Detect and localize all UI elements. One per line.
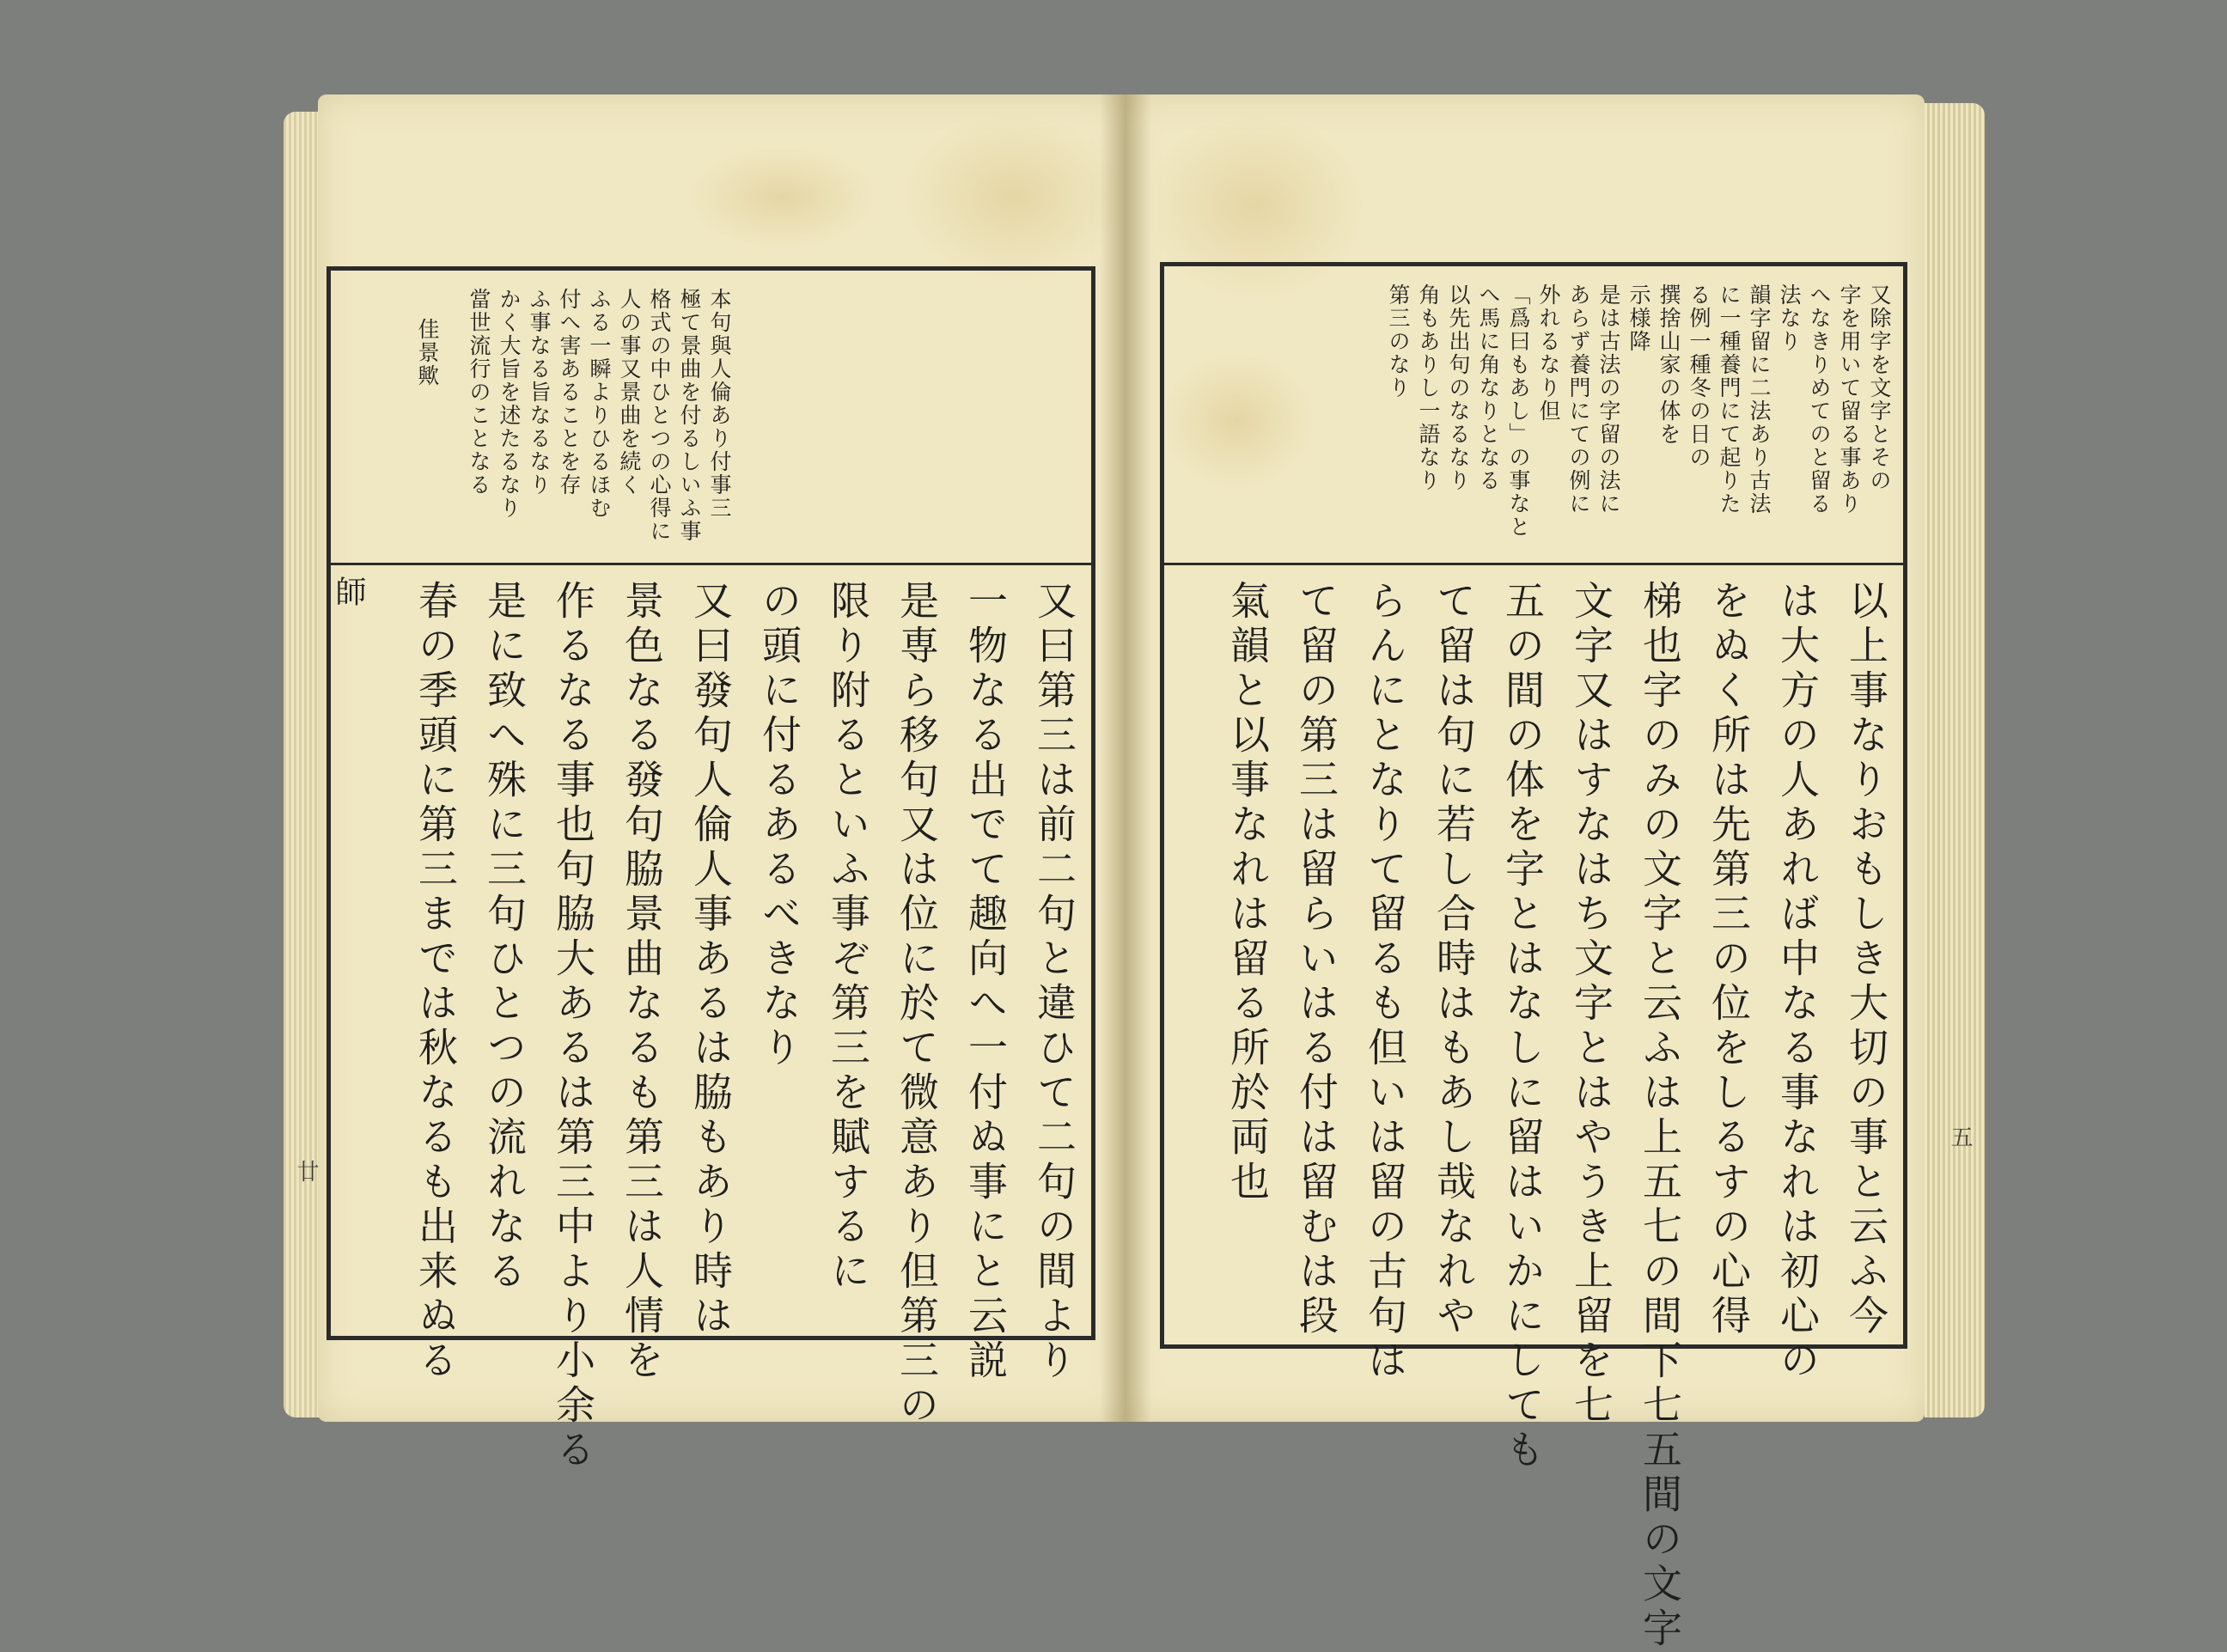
- left-header-divider: [331, 563, 1091, 565]
- note-line: 字を用いて留る事あり: [1837, 283, 1862, 515]
- note-line: 付へ害あることを存: [557, 288, 582, 497]
- page-stack-right: [1925, 103, 1985, 1417]
- note-line: ふ事なる旨なるなり: [527, 288, 552, 497]
- note-line: 「爲曰もあし」の事なと: [1506, 283, 1531, 539]
- note-line: に一種養門にて起りた: [1717, 283, 1742, 515]
- text-column: は大方の人あれば中なる事なれは初心の: [1774, 580, 1821, 1384]
- left-page-number: 廿: [293, 1160, 319, 1182]
- text-column: 又曰發句人倫人事あるは脇もあり時は: [687, 580, 734, 1339]
- text-column: 以上事なりおもしき大切の事と云ふ今: [1843, 580, 1889, 1339]
- note-line: あらず養門にての例に: [1566, 283, 1591, 515]
- note-line: 外れるなり但: [1536, 283, 1561, 423]
- note-line: 第三のなり: [1386, 283, 1411, 399]
- note-line: かく大旨を述たるなり: [497, 288, 522, 520]
- text-column: 五の間の体を字とはなしに留はいかにしても: [1499, 580, 1546, 1473]
- note-line: 當世流行のことなる: [467, 288, 491, 497]
- note-line: 撰捨山家の体を: [1657, 283, 1681, 446]
- note-line: 以先出句のなるなり: [1446, 283, 1471, 492]
- text-column: て留の第三は留らいはる付は留むは段: [1293, 580, 1339, 1339]
- note-line: 本句與人倫あり付事三: [707, 288, 732, 520]
- note-line: 佳景歟: [415, 318, 440, 387]
- right-page-number: 五: [1947, 1125, 1973, 1148]
- right-text-frame: [1160, 262, 1907, 1652]
- text-column: の頭に付るあるべきなり: [756, 580, 802, 1071]
- note-line: 韻字留に二法あり古法: [1747, 283, 1772, 515]
- note-line: 極て景曲を付るしいふ事: [677, 288, 702, 543]
- text-column: 限り附るといふ事ぞ第三を賦するに: [825, 580, 871, 1295]
- text-column: 梯也字のみの文字と云ふは上五七の間下七五間の文字: [1637, 580, 1683, 1652]
- note-line: 示様降: [1626, 283, 1651, 353]
- note-line: ふる一瞬よりひるほむ: [587, 288, 612, 520]
- note-line: 角もありし一語なり: [1416, 283, 1441, 492]
- text-column: 是に致へ殊に三句ひとつの流れなる: [481, 580, 528, 1295]
- text-column: 氣韻と以事なれは留る所於両也: [1224, 580, 1271, 1205]
- right-header-divider: [1164, 563, 1903, 565]
- text-column: 景色なる發句脇景曲なるも第三は人情を: [619, 580, 665, 1384]
- text-column: 作るなる事也句脇大あるは第三中より小余る: [550, 580, 596, 1473]
- note-line: 人の事又景曲を続く: [617, 288, 642, 497]
- note-line: へ馬に角なりとなる: [1476, 283, 1501, 492]
- book: [284, 94, 1985, 1652]
- text-column: 又曰第三は前二句と違ひて二句の間より: [1031, 580, 1077, 1384]
- note-line: 格式の中ひとつの心得に: [647, 288, 672, 543]
- note-line: へなきりめてのと留る: [1807, 283, 1832, 515]
- text-column: をぬく所は先第三の位をしるすの心得: [1705, 580, 1752, 1339]
- text-column: 一物なる出でて趣向へ一付ぬ事にと云説: [962, 580, 1009, 1384]
- text-column: 是専ら移句又は位に於て微意あり但第三の: [894, 580, 940, 1429]
- book-gutter: [1100, 94, 1151, 1422]
- note-line: 又除字を文字とその: [1867, 283, 1892, 492]
- text-column: 春の季頭に第三までは秋なるも出来ぬる: [412, 580, 459, 1384]
- left-margin-label: 師: [331, 576, 366, 607]
- text-column: らんにとなりて留るも但いは留の古句は: [1362, 580, 1408, 1384]
- text-column: て留は句に若し合時はもあし哉なれや: [1431, 580, 1477, 1339]
- note-line: 法なり: [1777, 283, 1802, 353]
- note-line: る例一種冬の日の: [1687, 283, 1711, 469]
- text-column: 文字又はすなはち文字とはやうき上留を七: [1568, 580, 1614, 1429]
- left-text-frame: [326, 266, 1095, 1473]
- note-line: 是は古法の字留の法に: [1596, 283, 1621, 515]
